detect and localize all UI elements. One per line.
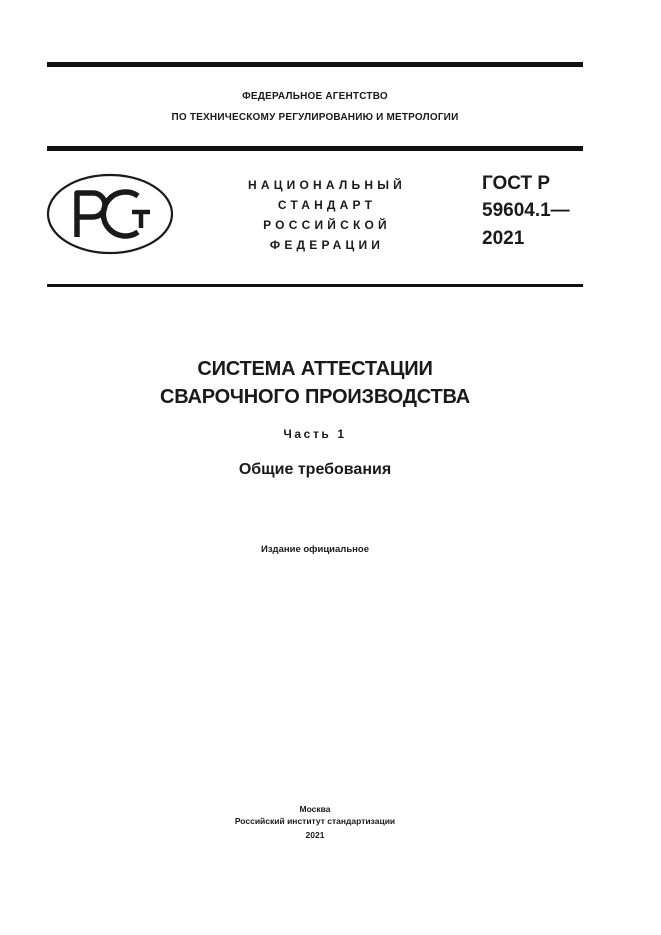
bottom-rule bbox=[47, 284, 583, 287]
document-subtitle: Общие требования bbox=[238, 461, 392, 478]
imprint-year: 2021 bbox=[305, 830, 325, 840]
document-title-line2: СВАРОЧНОГО ПРОИЗВОДСТВА bbox=[159, 386, 471, 408]
standard-type-line1: НАЦИОНАЛЬНЫЙ bbox=[247, 178, 407, 192]
middle-rule bbox=[47, 146, 583, 151]
top-rule bbox=[47, 62, 583, 67]
standard-type-line4: ФЕДЕРАЦИИ bbox=[269, 238, 385, 252]
document-part: Часть 1 bbox=[283, 427, 347, 441]
agency-name-line1: ФЕДЕРАЛЬНОЕ АГЕНТСТВО bbox=[242, 91, 388, 102]
standard-type-line3: РОССИЙСКОЙ bbox=[263, 218, 391, 232]
document-title-line1: СИСТЕМА АТТЕСТАЦИИ bbox=[197, 358, 433, 380]
designation-line3: 2021 bbox=[482, 228, 525, 249]
standard-type-line2: СТАНДАРТ bbox=[277, 198, 377, 212]
imprint-publisher: Российский институт стандартизации bbox=[234, 816, 396, 826]
edition-note: Издание официальное bbox=[261, 544, 369, 555]
imprint-city: Москва bbox=[299, 804, 331, 814]
agency-name-line2: ПО ТЕХНИЧЕСКОМУ РЕГУЛИРОВАНИЮ И МЕТРОЛОГИИ bbox=[171, 112, 459, 123]
designation-line2: 59604.1— bbox=[482, 200, 570, 221]
rst-logo-icon bbox=[46, 173, 174, 255]
designation-line1: ГОСТ Р bbox=[482, 173, 551, 194]
